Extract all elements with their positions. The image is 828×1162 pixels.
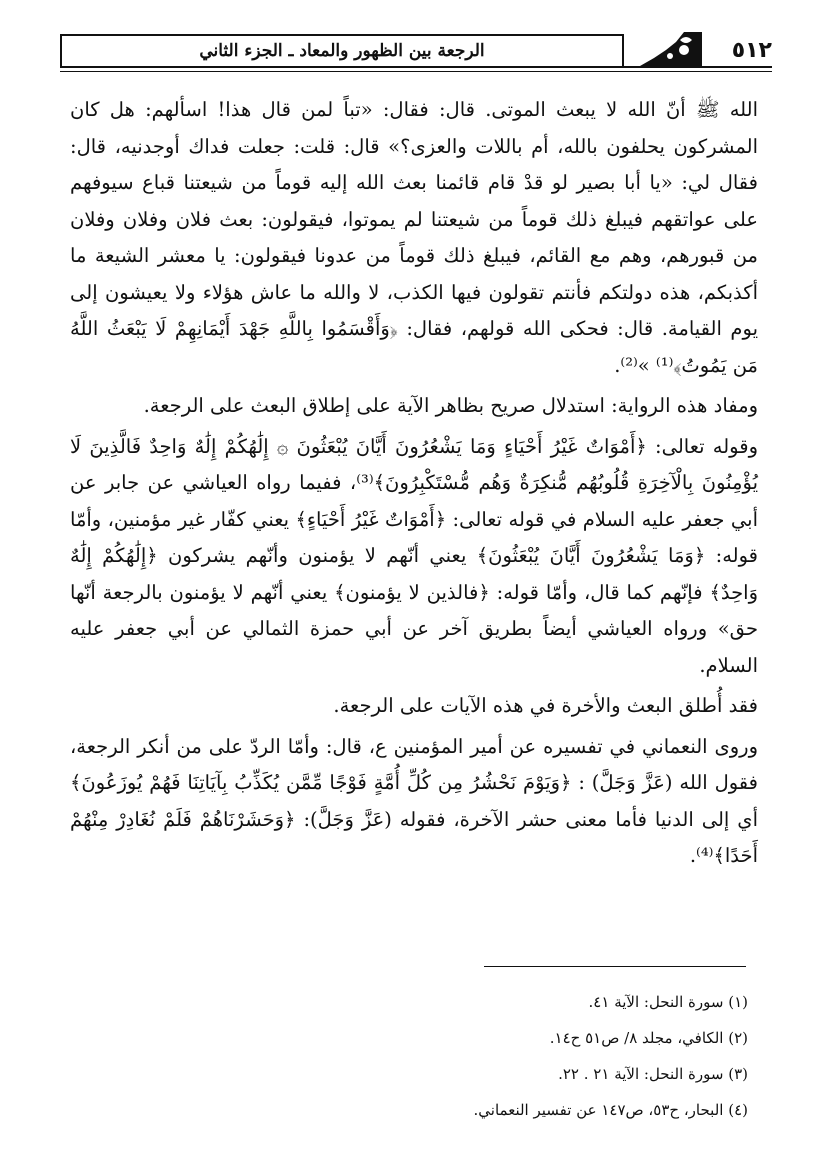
paragraph: الله ﷺ أنّ الله لا يبعث الموتى. قال: فقال: «تباً لمن قال هذا! اسألهم: هل كان المشركون يحلفون بالله، أم باللات والعزى؟» قال: قلت: جعلت فداك أوجدنيه، قال: فقال لي: «يا أبا بصير لو قدْ قام قائمنا بعث الله إليه قوماً من شيعتنا قباع سيوفهم على عواتقهم فيبلغ ذلك قوماً من شيعتنا لم يموتوا، فيقولون: بعث فلان وفلان وفلان من قبورهم، وهم مع القائم، فيبلغ ذلك قوماً من عدونا فيقولون: يا معشر الشيعة ما أكذبكم، هذه دولتكم فأنتم تقولون فيها الكذب، لا والله ما عاش هؤلاء ولا يعيشون إلى يوم القيامة. قال: فحكى الله قولهم، فقال: ﴿وَأَقْسَمُوا بِاللَّهِ جَهْدَ أَيْمَانِهِمْ لَا يَبْعَثُ اللَّهُ مَن يَمُوتُ﴾⁽¹⁾ »⁽²⁾.	[70, 98, 758, 377]
body-text	[70, 92, 758, 879]
page-header	[60, 30, 772, 74]
page-number: ٥١٢	[731, 38, 772, 63]
header-rule-thin	[60, 71, 772, 72]
book-title: الرجعة بين الظهور والمعاد ـ الجزء الثاني	[60, 34, 624, 68]
footnote: (٢) الكافي، مجلد ٨/ ص٥١ ح١٤.	[549, 1029, 748, 1047]
footnote: (٣) سورة النحل: الآية ٢١ . ٢٢.	[558, 1065, 748, 1083]
paragraph: وروى النعماني في تفسيره عن أمير المؤمنين ع، قال: وأمّا الردّ على من أنكر الرجعة، فقول الله (عَزَّ وَجَلَّ) : ﴿وَيَوْمَ نَحْشُرُ مِن كُلِّ أُمَّةٍ فَوْجًا مِّمَّن يُكَذِّبُ بِآيَاتِنَا فَهُمْ يُوزَعُونَ﴾ أي إلى الدنيا فأما معنى حشر الآخرة، فقوله (عَزَّ وَجَلَّ): ﴿وَحَشَرْنَاهُمْ فَلَمْ نُغَادِرْ مِنْهُمْ أَحَدًا﴾⁽⁴⁾.	[70, 734, 758, 867]
paragraph: وقوله تعالى: ﴿أَمْوَاتٌ غَيْرُ أَحْيَاءٍ وَمَا يَشْعُرُونَ أَيَّانَ يُبْعَثُونَ ۞ إِلَٰهُكُمْ إِلَٰهٌ وَاحِدٌ فَالَّذِينَ لَا يُؤْمِنُونَ بِالْآخِرَةِ قُلُوبُهُم مُّنكِرَةٌ وَهُم مُّسْتَكْبِرُونَ﴾⁽³⁾، ففيما رواه العياشي عن جابر عن أبي جعفر عليه السلام في قوله تعالى: ﴿أَمْوَاتٌ غَيْرُ أَحْيَاءٍ﴾ يعني كفّار غير مؤمنين، وأمّا قوله: ﴿وَمَا يَشْعُرُونَ أَيَّانَ يُبْعَثُونَ﴾ يعني أنّهم لا يؤمنون وأنّهم يشركون ﴿إِلَٰهُكُمْ إِلَٰهٌ وَاحِدٌ﴾ فإنّهم كما قال، وأمّا قوله: ﴿فالذين لا يؤمنون﴾ يعني أنّهم لا يؤمنون بالرجعة أنّها حق» ورواه العياشي أيضاً بطريق آخر عن أبي حمزة الثمالي عن أبي جعفر عليه السلام.	[70, 434, 758, 677]
ornament-icon	[640, 32, 702, 66]
footnote: (٤) البحار، ح٥٣، ص١٤٧ عن تفسير النعماني.	[473, 1101, 748, 1119]
footnote-separator	[484, 966, 746, 967]
footnote: (١) سورة النحل: الآية ٤١.	[588, 993, 748, 1011]
paragraph: فقد أُطلق البعث والأخرة في هذه الآيات على الرجعة.	[333, 694, 758, 717]
header-rule	[60, 66, 772, 68]
paragraph: ومفاد هذه الرواية: استدلال صريح بظاهر الآية على إطلاق البعث على الرجعة.	[143, 394, 758, 417]
footnotes	[70, 984, 748, 1128]
